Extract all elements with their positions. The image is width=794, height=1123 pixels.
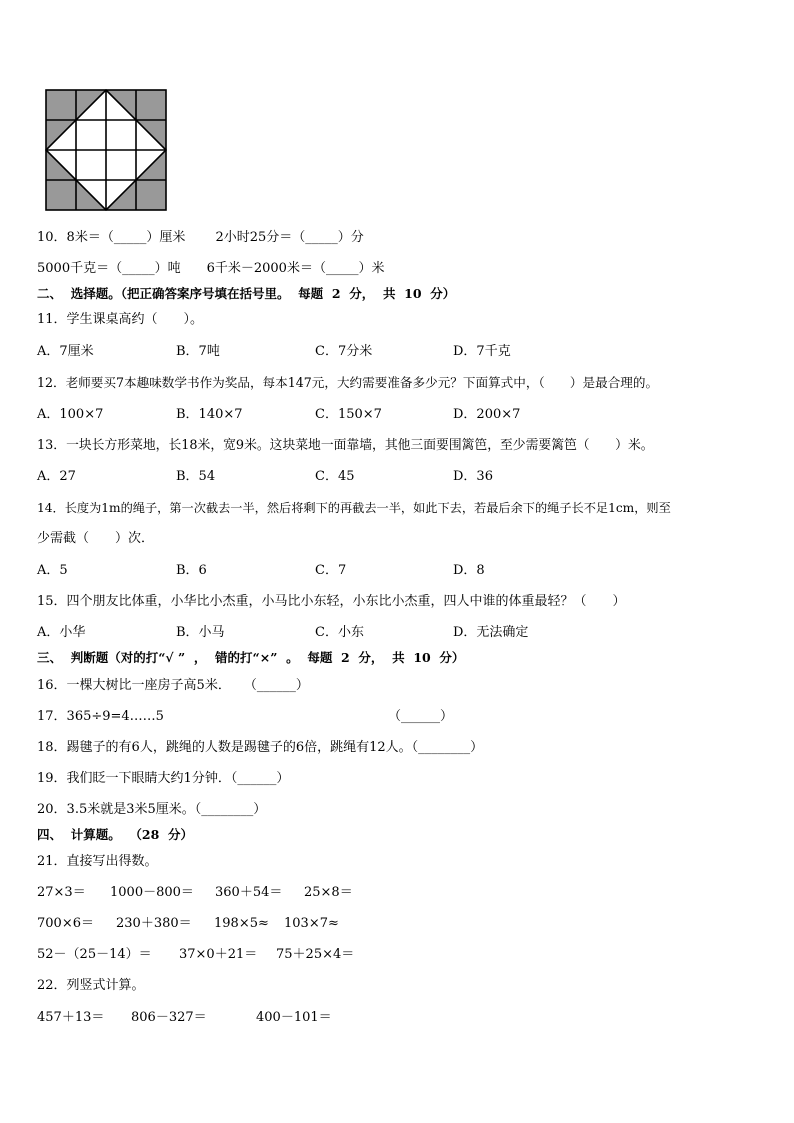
q12-option-d: D．200×7 [453,407,521,422]
q14-option-b: B．6 [176,563,207,578]
q12-option-b: B．140×7 [176,407,243,422]
q21-expr: 25×8＝ [304,885,353,900]
q12-option-c: C．150×7 [315,407,382,422]
q15-stem: 15．四个朋友比体重，小华比小杰重，小马比小东轻，小东比小杰重，四人中谁的体重最轻？（ ） [37,594,626,609]
q15-option-a: A．小华 [37,625,86,640]
q13-option-b: B．54 [176,469,216,484]
q14-option-a: A．5 [37,563,68,578]
q11-option-a: A．7厘米 [37,344,94,359]
q22-stem: 22．列竖式计算。 [37,978,145,993]
q16-text: 16．一棵大树比一座房子高5米． （______） [37,678,309,693]
q12-option-a: A．100×7 [37,407,104,422]
q10-line2: 5000千克＝（_____）吨 6千米－2000米＝（_____）米 [37,261,385,276]
q11-stem: 11．学生课桌高约（ ）。 [37,312,204,327]
q11-option-d: D．7千克 [453,344,511,359]
q13-stem: 13．一块长方形菜地，长18米，宽9米。这块菜地一面靠墙，其他三面要围篱笆，至少需要篱笆（ ）米。 [37,438,654,453]
q22-expr: 457＋13＝ [37,1010,105,1025]
q21-expr: 1000－800＝ [110,885,194,900]
q22-expr: 400－101＝ [256,1010,332,1025]
q14-option-d: D．8 [453,563,485,578]
q13-option-a: A．27 [37,469,76,484]
q11-option-c: C．7分米 [315,344,373,359]
q12-stem: 12．老师要买7本趣味数学书作为奖品，每本147元，大约需要准备多少元？下面算式中，（ ）是最合理的。 [37,375,659,390]
q17-text: 17．365÷9=4……5 [37,709,164,724]
q14-stem-line1: 14．长度为1m的绳子，第一次截去一半，然后将剩下的再截去一半，如此下去，若最后余下的绳子长不足1cm，则至 [37,501,671,515]
section-4-title: 四、 计算题。 （28 分） [37,827,194,842]
section-2-title: 二、 选择题。（把正确答案序号填在括号里。 每题 2 分， 共 10 分） [37,286,456,301]
q21-expr: 700×6＝ [37,916,94,931]
section-3-title: 三、 判断题（对的打“√ ” ， 错的打“×” 。 每题 2 分， 共 10 分） [37,650,465,665]
q15-option-d: D．无法确定 [453,625,529,640]
q21-expr: 27×3＝ [37,885,86,900]
q13-option-c: C．45 [315,469,355,484]
q13-option-d: D．36 [453,469,493,484]
q21-expr: 360＋54＝ [215,885,283,900]
q21-expr: 37×0＋21＝ [179,947,258,962]
q19-text: 19．我们眨一下眼睛大约1分钟．（______） [37,771,290,786]
q14-stem-line2: 少需截（ ）次． [37,531,155,546]
q14-option-c: C．7 [315,563,347,578]
q15-option-c: C．小东 [315,625,364,640]
q21-expr: 103×7≈ [284,916,339,931]
q10-line1: 10．8米＝（_____）厘米 2小时25分＝（_____）分 [37,230,364,245]
q21-stem: 21．直接写出得数。 [37,854,158,869]
q18-text: 18．踢毽子的有6人，跳绳的人数是踢毽子的6倍，跳绳有12人。（________） [37,740,484,755]
q15-option-b: B．小马 [176,625,225,640]
q11-option-b: B．7吨 [176,344,220,359]
q21-expr: 198×5≈ [214,916,269,931]
q17-blank: （______） [388,709,454,724]
q21-expr: 52－（25－14）＝ [37,947,152,962]
q21-expr: 230＋380＝ [116,916,192,931]
q22-expr: 806－327＝ [131,1010,207,1025]
q21-expr: 75＋25×4＝ [276,947,355,962]
grid-diamond-figure [45,89,167,211]
q20-text: 20．3.5米就是3米5厘米。（________） [37,802,267,817]
